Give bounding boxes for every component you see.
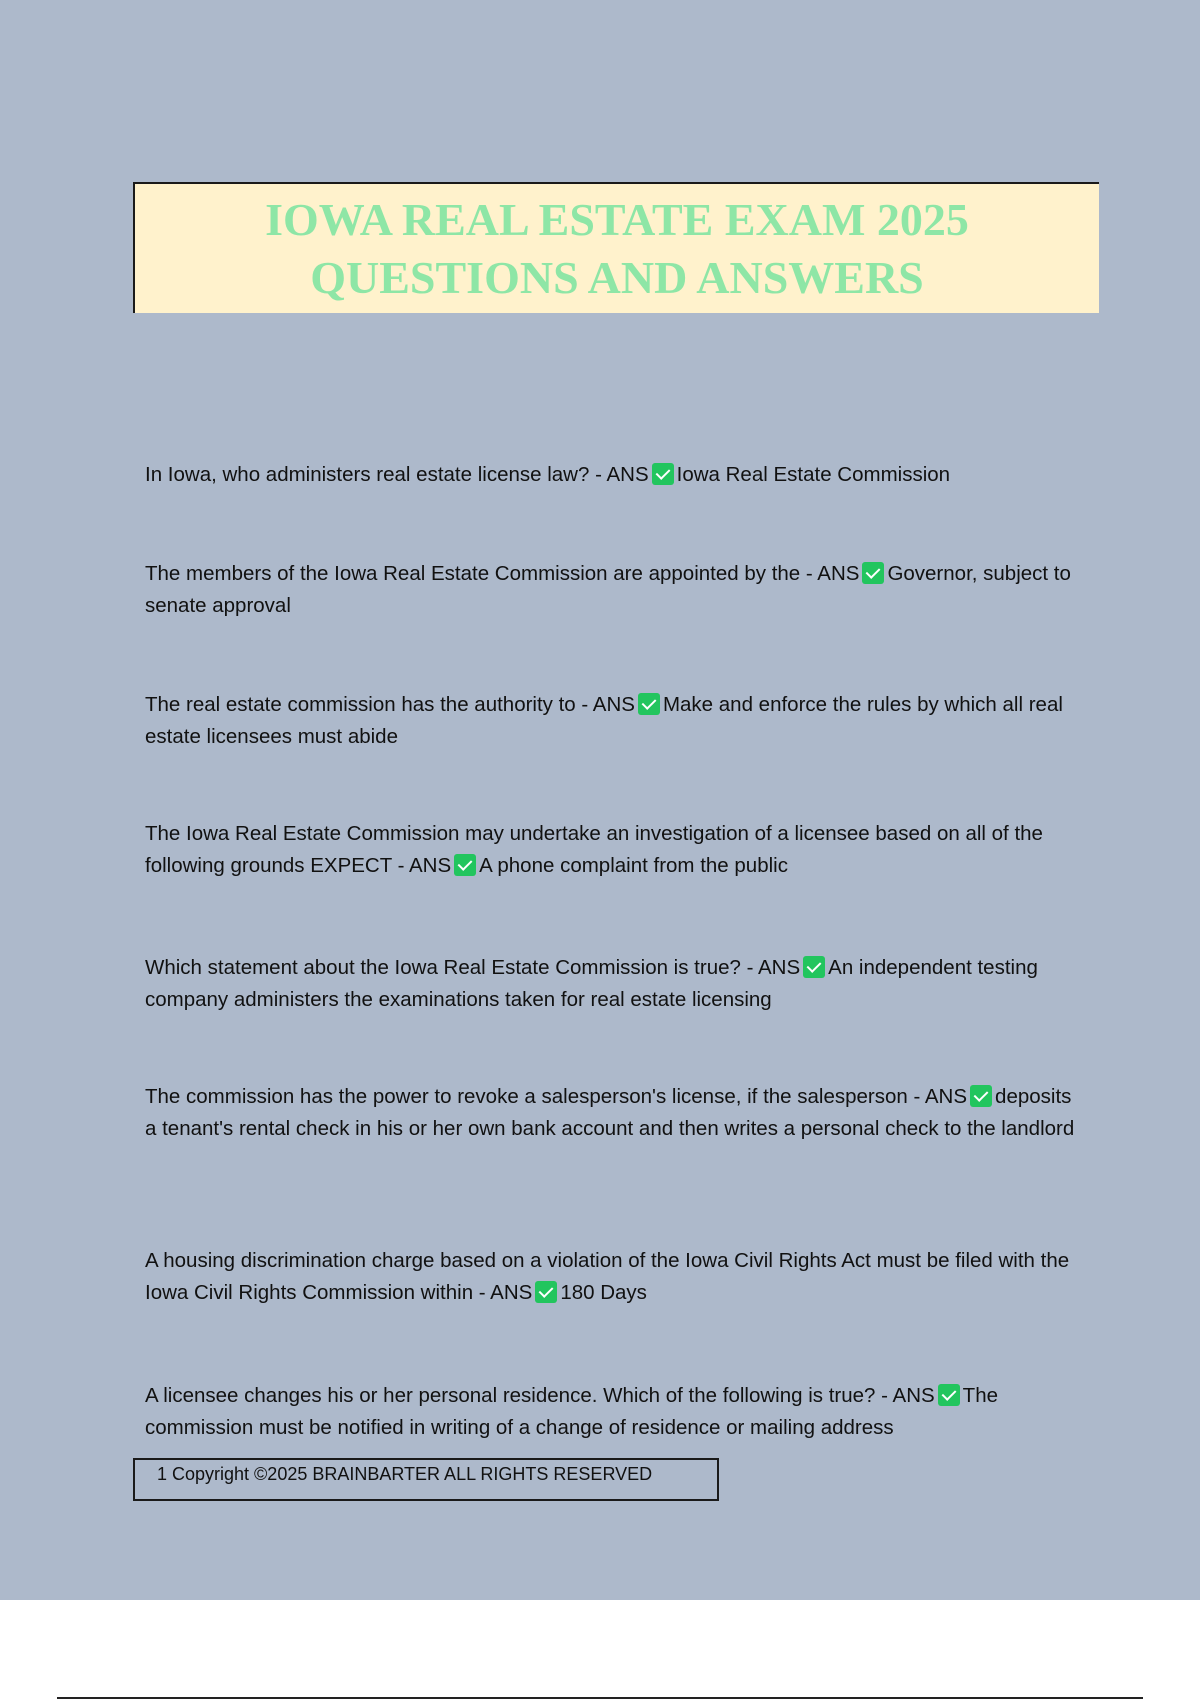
title-line-1: IOWA REAL ESTATE EXAM 2025	[265, 193, 969, 245]
answer-text: Iowa Real Estate Commission	[676, 463, 951, 486]
check-mark-icon	[938, 1384, 960, 1406]
check-mark-icon	[862, 562, 884, 584]
qa-item-1	[145, 459, 1085, 491]
question-text: Which statement about the Iowa Real Estate Commission is true? - ANS	[145, 956, 801, 979]
question-text: A licensee changes his or her personal residence. Which of the following is true? - ANS	[145, 1384, 935, 1407]
check-mark-icon	[454, 854, 476, 876]
qa-item-6	[145, 1081, 1085, 1145]
qa-item-4	[145, 818, 1085, 882]
check-mark-icon	[535, 1281, 557, 1303]
check-mark-icon	[652, 463, 674, 485]
title-line-2: QUESTIONS AND ANSWERS	[310, 251, 924, 303]
title-banner	[133, 182, 1099, 313]
question-text: In Iowa, who administers real estate license law? - ANS	[145, 463, 649, 486]
answer-text: Governor, subject to senate approval	[145, 562, 1071, 617]
question-text: The real estate commission has the authority to - ANS	[145, 693, 635, 716]
question-text: The members of the Iowa Real Estate Commission are appointed by the - ANS	[145, 562, 860, 585]
answer-text: An independent testing company administers the examinations taken for real estate licensing	[145, 956, 1038, 1011]
answer-text: Make and enforce the rules by which all real estate licensees must abide	[145, 693, 1063, 748]
qa-item-5	[145, 952, 1085, 1016]
answer-text: A phone complaint from the public	[479, 854, 788, 877]
bottom-divider	[57, 1697, 1143, 1699]
question-text: The Iowa Real Estate Commission may undertake an investigation of a licensee based on all of the following grounds EXPECT - ANS	[145, 822, 1043, 877]
check-mark-icon	[970, 1085, 992, 1107]
check-mark-icon	[803, 956, 825, 978]
qa-item-2	[145, 558, 1085, 622]
answer-text: The commission must be notified in writing of a change of residence or mailing address	[145, 1384, 998, 1439]
qa-item-7	[145, 1245, 1085, 1309]
qa-item-3	[145, 689, 1085, 753]
question-text: A housing discrimination charge based on a violation of the Iowa Civil Rights Act must be filed with the Iowa Civil Rights Commission within - ANS	[145, 1249, 1070, 1304]
copyright-footer: 1 Copyright ©2025 BRAINBARTER ALL RIGHTS RESERVED	[133, 1458, 719, 1501]
answer-text: deposits a tenant's rental check in his or her own bank account and then writes a personal check to the landlord	[145, 1085, 1075, 1140]
question-text: The commission has the power to revoke a salesperson's license, if the salesperson - ANS	[145, 1085, 968, 1108]
check-mark-icon	[638, 693, 660, 715]
answer-text: 180 Days	[560, 1281, 647, 1304]
qa-item-8	[145, 1380, 1085, 1444]
